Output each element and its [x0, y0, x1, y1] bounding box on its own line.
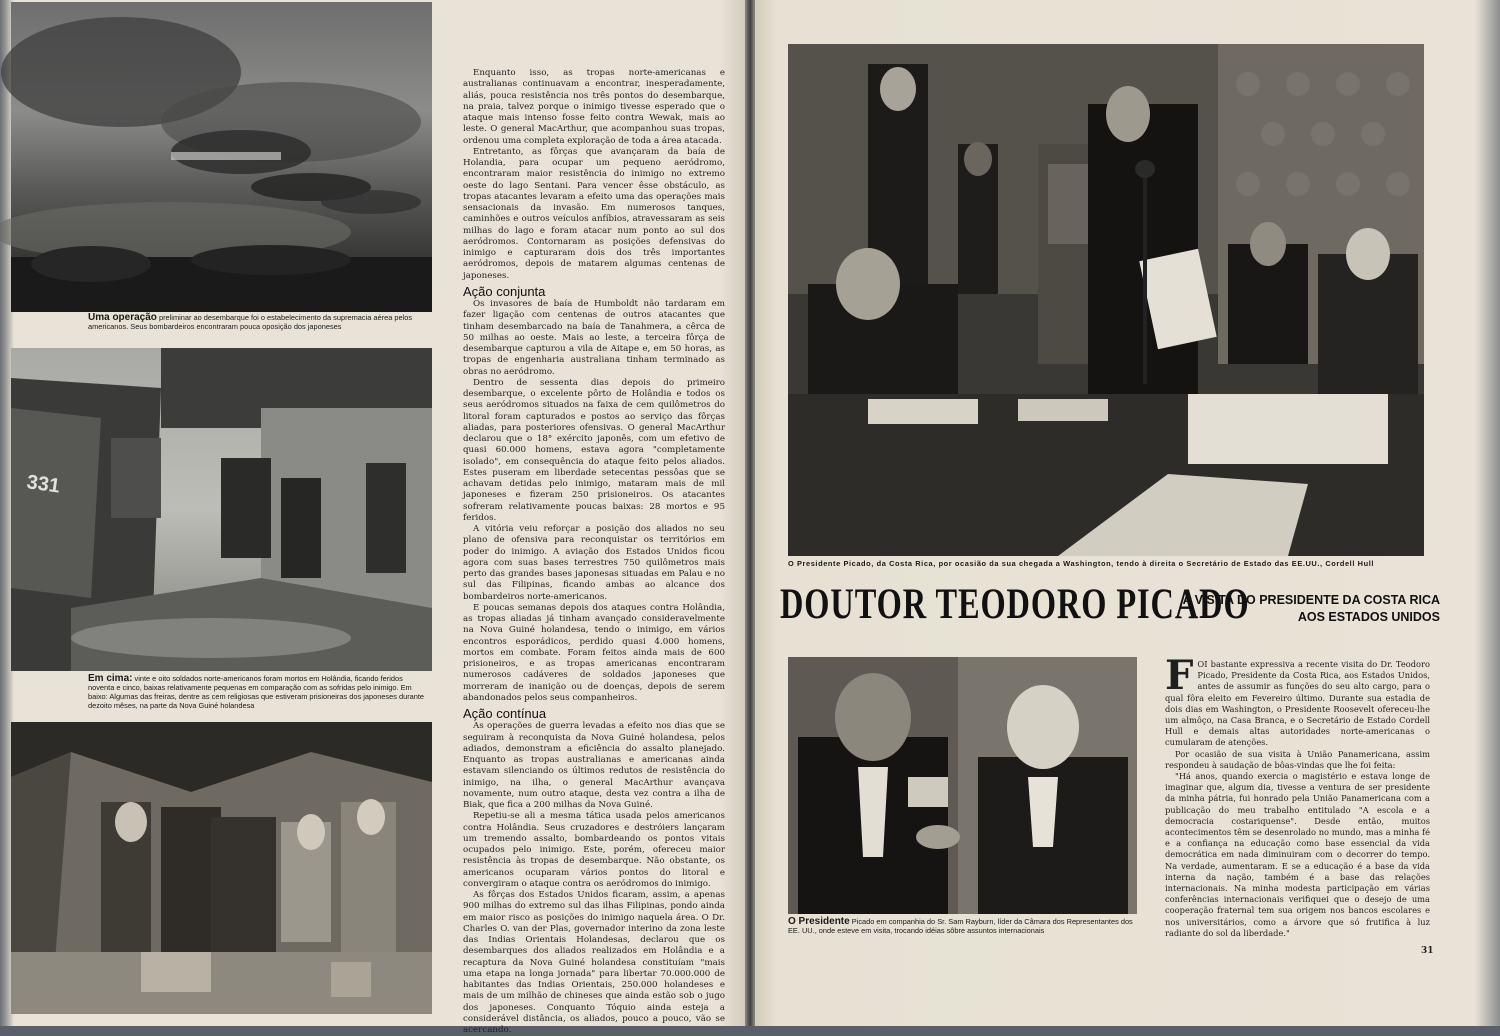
article-paragraph: A vitória veiu reforçar a posição dos aliados no seu plano de ofensiva para reconquistar os territórios em poder do inimigo. A aviação dos Estados Unidos ficou agora com suas bases terrestres 750 quilômetros mais perto das grandes bases japonesas situadas em Palau e no sul das Filipinas, ficando ambas ao alcance dos bombardeiros norte-americanos.	[463, 524, 725, 602]
caption-text: vinte e oito soldados norte-americanos foram mortos em Holândia, ficando feridos noventa e cinco, baixas relativamente pequenas em comparação com as sofridas pelo inimigo. Em baixo: Algumas das freiras, dentre as cem religiosas que estiveram prisioneiras dos japoneses durante dezoito mêses, na parte da Nova Guiné holandesa	[88, 674, 425, 710]
aerial-bombing-photo	[11, 2, 432, 312]
caption-lead: Uma operação	[88, 312, 157, 323]
article-paragraph: Repetiu-se ali a mesma tática usada pelos americanos contra Holândia. Seus cruzadores e destróiers lançaram um tremendo assalto, bombardeando os pontos vitais ocupados pelo inimigo. Este, porém, ofereceu maior resistência às tropas de desembarque. Não obstante, os americanos ocuparam vários pontos do litoral e convergiram o ataque contra os aeródromos do inimigo.	[463, 811, 725, 889]
picado-article-column	[1165, 652, 1430, 939]
aerial-photo-caption	[88, 313, 428, 331]
article-headline: DOUTOR TEODORO PICADO	[780, 579, 1250, 628]
article-paragraph	[1165, 652, 1430, 749]
svg-text:331: 331	[25, 471, 62, 498]
caption-lead: Em cima:	[88, 673, 133, 684]
article-paragraph: Entretanto, as fôrças que avançaram da baía de Holandia, para ocupar um pequeno aeródromo, encontraram maior resistência do inimigo no extremo oeste do lago Sentani. Para vencer êsse obstáculo, as tropas atacantes levaram a efeito uma das operações mais sensacionais da invasão. Em numerosos tanques, caminhões e outros veículos anfíbios, atravessaram as seis milhas do lago e foram atacar num ponto ao sul dos aeródromos. Contornaram as posições defensivas do inimigo e capturaram dois dos três importantes aeródromos, depois de matarem algumas centenas de japoneses.	[463, 146, 725, 281]
handshake-photo-caption	[788, 917, 1140, 935]
section-heading: Ação conjunta	[463, 283, 546, 299]
article-paragraph: As fôrças dos Estados Unidos ficaram, assim, a apenas 900 milhas do extremo sul das ilhas Filipinas, pondo ainda em maior risco as posições do inimigo naquela área. O Dr. Charles O. van der Plas, governador interino da zona leste das Indias Orientais Holandesas, declarou que os desembarques dos aliados realizados em Holândia e a recaptura da Nova Guiné holandesa constituíam "mais uma etapa na longa jornada" para libertar 70.000.000 de habitantes das Indias Orientais, 250.000 holandeses e mais de um milhão de chineses que ainda estão sob o jugo dos japoneses. Conquanto Tóquio ainda esteja a considerável distância, os aliados, pouco a pouco, vão se acercando.	[463, 890, 725, 1035]
article-subheadline	[1160, 592, 1440, 626]
drop-cap: F	[1165, 652, 1194, 699]
article-paragraph-text: OI bastante expressiva a recente visita do Dr. Teodoro Picado, Presidente da Costa Rica, aos Estados Unidos, antes de assumir as funções do seu alto cargo, para o qual fôra eleito em Fevereiro último. Durante sua estadia de dois dias em Washington, o Presidente Roosevelt ofereceu-lhe um almôço, na Casa Branca, e o Secretário de Estado Cordell Hull e demais altas autoridades norte-americanas o cumularam de atenções.	[1165, 659, 1430, 748]
article-paragraph: E poucas semanas depois dos ataques contra Holândia, as tropas aliadas já tinham avançado consideravelmente na Nova Guiné holandesa, tendo o inimigo, em vários encontros esporádicos, perdido quasi 4.000 homens, mortos em combate. Foram feitos ainda mais de 600 prisioneiros, e as tropas americanas encontraram numerosos cadáveres de soldados japoneses que morreram de inanição ou de doenças, depois de serem abandonados pelos seus companheiros.	[463, 602, 725, 703]
caption-text: Picado em companhia do Sr. Sam Rayburn, líder da Câmara dos Representantes dos EE. UU., onde esteve em visita, trocando idéias sôbre assuntos internacionais	[788, 917, 1133, 935]
book-gutter	[745, 0, 755, 1026]
article-paragraph: Enquanto isso, as tropas norte-americanas e australianas continuavam a encontrar, inesperadamente, aliás, pouca resistência nos três pontos do desembarque, na praia, talvez porque o inimigo tivesse esperado que o ataque mais intenso fosse feito contra Wewak, mais ao leste. O general MacArthur, que acompanhou suas tropas, ordenou uma completa exploração de toda a área atacada.	[463, 68, 725, 146]
president-speech-photo	[788, 44, 1424, 556]
subhead-line: AOS ESTADOS UNIDOS	[1297, 610, 1440, 624]
article-paragraph: Dentro de sessenta dias depois do primeiro desembarque, o excelente pôrto de Holândia e todos os seus aeródromos situados na faixa de cem quilômetros do litoral foram capturados e postos ao serviço das fôrças aliadas, para posteriores ofensivas. O general MacArthur declarou que o 18° exército japonês, com um efetivo de quasi 60.000 homens, estava agora "completamente isolado", em consequência do ataque feito pelos aliados. Estes puseram em liberdade setecentas pessôas que se achavam detidas pelo inimigo, mataram mais de mil japoneses e fizeram 250 prisioneiros. Os atacantes sofreram relativamente poucas baixas: 28 mortos e 95 feridos.	[463, 377, 725, 523]
nuns-tent-photo	[11, 722, 432, 1014]
soldiers-landing-photo	[11, 348, 432, 671]
subhead-line: A VISITA DO PRESIDENTE DA COSTA RICA	[1182, 593, 1440, 607]
speech-photo-caption: O Presidente Picado, da Costa Rica, por ocasião da sua chegada a Washington, tendo à direita o Secretário de Estado das EE.UU., Cordell Hull	[788, 559, 1375, 568]
article-paragraph: Os invasores de baía de Humboldt não tardaram em fazer ligação com centenas de outros atacantes que tinham desembarcado na baía de Tanahmera, a cêrca de 50 milhas ao oeste. Mais ao leste, a terceira fôrça de desembarque capturou a vila de Aitape e, em 50 horas, as tropas de engenharia australiana tinham terminado as obras no aeródromo.	[463, 299, 725, 377]
section-heading: Ação contínua	[463, 706, 547, 721]
left-page	[0, 0, 745, 1035]
article-paragraph: "Há anos, quando exercia o magistério e estava longe de imaginar que, algum dia, tivesse a ventura de ser presidente da minha pátria, fui honrado pela União Panamericana com a publicação do meu trabalho entitulado "A escola e a democracia costariquense". Desde então, muitos acontecimentos têm se desenrolado no mundo, mas a minha fé e a confiança na educação como base essencial da vida democrática em nada diminuiram com o decorrer do tempo. Na verdade, aumentaram. E se a educação é a base da vida interna da nação, também é a base das relações internacionais. Na minha modesta participação em várias conferências internacionais verifiquei que o desejo de uma cooperação fraternal tem sua origem nos bancos escolares e nos universitários, como a árvore que só frutifica à luz radiante do sol da liberdade."	[1165, 771, 1430, 938]
page-number: 31	[1421, 946, 1434, 956]
article-paragraph: Por ocasião de sua visita à União Panamericana, assim respondeu à saudação de bôas-vindas que lhe foi feita:	[1165, 748, 1430, 770]
handshake-photo	[788, 657, 1137, 914]
war-article-column	[463, 68, 725, 1036]
caption-lead: O Presidente	[788, 916, 850, 927]
caption-text: preliminar ao desembarque foi o estabelecimento da supremacia aérea pelos americanos. Seus bombardeiros encontraram pouca oposição dos japoneses	[88, 313, 413, 331]
article-paragraph: As operações de guerra levadas a efeito nos dias que se seguiram à reconquista da Nova Guiné holandesa, pelos adiados, demonstram a eficiência do assalto planejado. Enquanto as tropas australianas e americanas ainda estavam silenciando os últimos redutos de resistência do inimigo, na ilha, o general MacArthur avançava novamente, num outro ataque, desta vez contra a ilha de Biak, que fica a 200 milhas da Nova Guiné.	[463, 721, 725, 810]
landing-photo-caption	[88, 674, 428, 710]
right-page	[755, 0, 1500, 1026]
